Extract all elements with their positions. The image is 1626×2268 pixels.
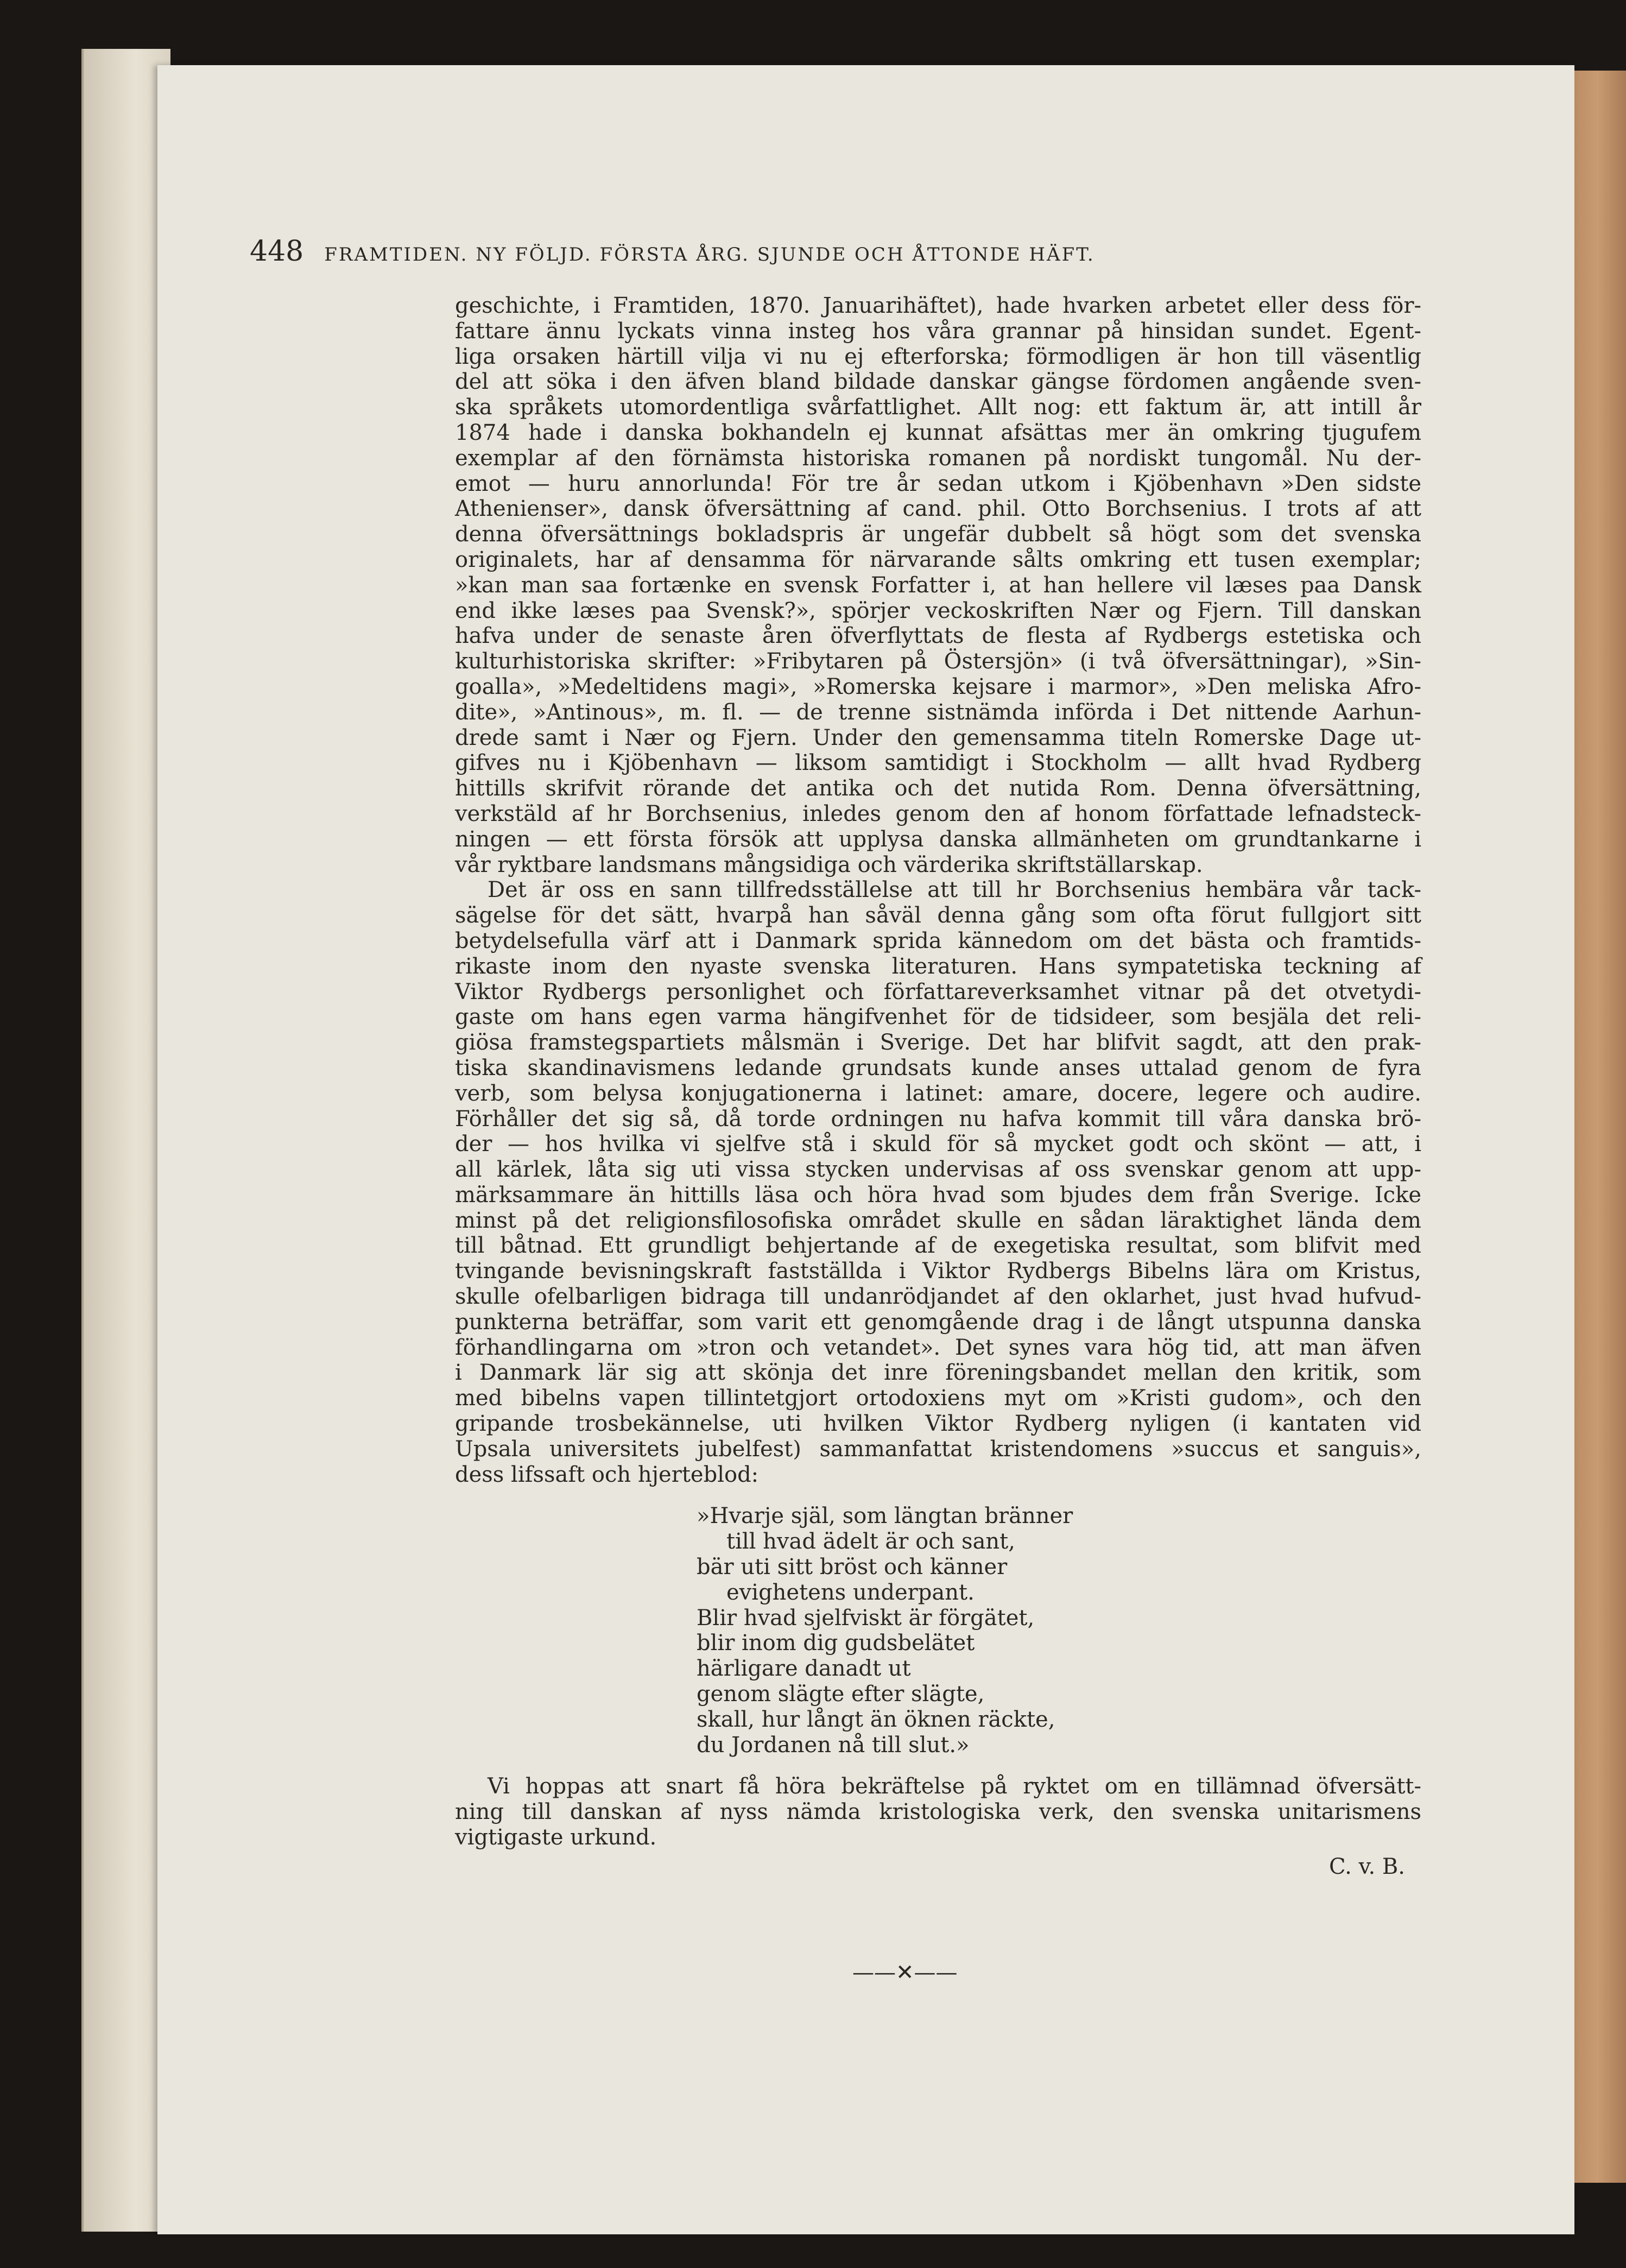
text-line: dess lifssaft och hjerteblod: bbox=[455, 1462, 759, 1487]
page-header bbox=[250, 235, 1336, 268]
text-line: del att söka i den äfven bland bildade danskar gängse fördomen angående sven- bbox=[455, 369, 1421, 395]
text-line: goalla», »Medeltidens magi», »Romerska kejsare i marmor», »Den meliska Afro- bbox=[455, 674, 1421, 699]
poem-line: till hvad ädelt är och sant, bbox=[726, 1529, 1015, 1555]
text-line: originalets, har af densamma för närvarande sålts omkring ett tusen exemplar; bbox=[455, 547, 1421, 572]
text-line: Förhåller det sig så, då torde ordningen nu hafva kommit till våra danska brö- bbox=[455, 1106, 1421, 1132]
text-line: Athenienser», dansk öfversättning af cand. phil. Otto Borchsenius. I trots af att bbox=[455, 496, 1421, 522]
text-line: verb, som belysa konjugationerna i latinet: amare, docere, legere och audire. bbox=[455, 1081, 1421, 1106]
text-line: Upsala universitets jubelfest) sammanfattat kristendomens »succus et sanguis», bbox=[455, 1436, 1421, 1462]
poem-line: evighetens underpant. bbox=[726, 1580, 975, 1605]
text-line: fattare ännu lyckats vinna insteg hos våra grannar på hinsidan sundet. Egent- bbox=[455, 318, 1421, 344]
poem-line: härligare danadt ut bbox=[697, 1656, 911, 1682]
text-line: ska språkets utomordentliga svårfattlighet. Allt nog: ett faktum är, att intill år bbox=[455, 395, 1421, 420]
text-line: exemplar af den förnämsta historiska romanen på nordiskt tungomål. Nu der- bbox=[455, 445, 1421, 471]
text-line: märksammare än hittills läsa och höra hvad som bjudes dem från Sverige. Icke bbox=[455, 1182, 1421, 1208]
text-line: hittills skrifvit rörande det antika och det nutida Rom. Denna öfversättning, bbox=[455, 776, 1421, 801]
text-line: tiska skandinavismens ledande grundsats kunde anses uttalad genom de fyra bbox=[455, 1055, 1421, 1081]
text-line: all kärlek, låta sig uti vissa stycken undervisas af oss svenskar genom att upp- bbox=[455, 1157, 1421, 1183]
text-line: förhandlingarna om »tron och vetandet». Det synes vara hög tid, att man äfven bbox=[455, 1335, 1421, 1360]
text-line: rikaste inom den nyaste svenska literaturen. Hans sympatetiska teckning af bbox=[455, 953, 1421, 979]
text-line: vår ryktbare landsmans mångsidiga och värderika skriftställarskap. bbox=[455, 852, 1203, 877]
text-line: Vi hoppas att snart få höra bekräftelse på ryktet om en tillämnad öfversätt- bbox=[488, 1774, 1421, 1799]
text-block bbox=[455, 293, 1421, 1883]
text-line: denna öfversättnings bokladspris är ungefär dubbelt så högt som det svenska bbox=[455, 522, 1421, 547]
text-line: kulturhistoriska skrifter: »Fribytaren på Östersjön» (i två öfversättningar), »Sin- bbox=[455, 649, 1421, 674]
text-line: emot — huru annorlunda! För tre år sedan utkom i Kjöbenhavn »Den sidste bbox=[455, 471, 1421, 496]
text-line: gaste om hans egen varma hängifvenhet för de tidsideer, som besjäla det reli- bbox=[455, 1005, 1421, 1030]
text-line: liga orsaken härtill vilja vi nu ej efterforska; förmodligen är hon till väsentlig bbox=[455, 344, 1421, 369]
text-line: minst på det religionsfilosofiska området skulle en sådan läraktighet lända dem bbox=[455, 1208, 1421, 1233]
text-line: i Danmark lär sig att skönja det inre föreningsbandet mellan den kritik, som bbox=[455, 1360, 1421, 1386]
text-line: verkstäld af hr Borchsenius, inledes genom den af honom författade lefnadsteck- bbox=[455, 801, 1421, 826]
poem-line: »Hvarje själ, som längtan bränner bbox=[697, 1503, 1073, 1529]
text-line: ning till danskan af nyss nämda kristologiska verk, den svenska unitarismens bbox=[455, 1799, 1421, 1825]
page-number: 448 bbox=[250, 235, 304, 268]
text-line: 1874 hade i danska bokhandeln ej kunnat afsättas mer än omkring tjugufem bbox=[455, 420, 1421, 445]
paragraph-3 bbox=[455, 1774, 1421, 1850]
poem-line: Blir hvad sjelfviskt är förgätet, bbox=[697, 1605, 1035, 1631]
page-edge-right bbox=[1569, 71, 1626, 2183]
text-line: der — hos hvilka vi sjelfve stå i skuld för så mycket godt och skönt — att, i bbox=[455, 1132, 1421, 1157]
poem-line: du Jordanen nå till slut.» bbox=[697, 1732, 970, 1758]
poem-line: bär uti sitt bröst och känner bbox=[697, 1555, 1008, 1580]
spacer bbox=[455, 1758, 1421, 1774]
poem-line: skall, hur långt än öknen räckte, bbox=[697, 1707, 1055, 1732]
running-title: FRAMTIDEN. NY FÖLJD. FÖRSTA ÅRG. SJUNDE OCH ÅTTONDE HÄFT. bbox=[324, 244, 1095, 266]
signature: C. v. B. bbox=[1329, 1854, 1405, 1879]
text-line: med bibelns vapen tillintetgjort ortodoxiens myt om »Kristi gudom», och den bbox=[455, 1386, 1421, 1411]
text-line: hafva under de senaste åren öfverflyttats de flesta af Rydbergs estetiska och bbox=[455, 623, 1421, 649]
text-line: gifves nu i Kjöbenhavn — liksom samtidigt i Stockholm — allt hvad Rydberg bbox=[455, 750, 1421, 776]
spacer bbox=[455, 1487, 1421, 1503]
paragraph-2 bbox=[455, 877, 1421, 1487]
text-line: giösa framstegspartiets målsmän i Sverige. Det har blifvit sagdt, att den prak- bbox=[455, 1030, 1421, 1056]
text-line: end ikke læses paa Svensk?», spörjer veckoskriften Nær og Fjern. Till danskan bbox=[455, 598, 1421, 623]
paragraph-1 bbox=[455, 293, 1421, 877]
end-ornament: ——✕—— bbox=[852, 1960, 958, 1985]
text-line: betydelsefulla värf att i Danmark sprida kännedom om det bästa och framtids- bbox=[455, 928, 1421, 953]
text-line: »kan man saa fortænke en svensk Forfatter i, at han hellere vil læses paa Dansk bbox=[455, 572, 1421, 598]
text-line: ningen — ett första försök att upplysa danska allmänheten om grundtankarne i bbox=[455, 826, 1421, 852]
text-line: dite», »Antinous», m. fl. — de trenne sistnämda införda i Det nittende Aarhun- bbox=[455, 699, 1421, 725]
text-line: skulle ofelbarligen bidraga till undanrödjandet af den oklarhet, just hvad hufvud- bbox=[455, 1284, 1421, 1310]
text-line: drede samt i Nær og Fjern. Under den gemensamma titeln Romerske Dage ut- bbox=[455, 725, 1421, 750]
poem-line: blir inom dig gudsbelätet bbox=[697, 1631, 975, 1656]
text-line: gripande trosbekännelse, uti hvilken Viktor Rydberg nyligen (i kantaten vid bbox=[455, 1411, 1421, 1437]
text-line: Viktor Rydbergs personlighet och författareverksamhet vitnar på det otvetydi- bbox=[455, 979, 1421, 1005]
text-line: sägelse för det sätt, hvarpå han såväl denna gång som ofta förut fullgjort sitt bbox=[455, 903, 1421, 928]
text-line: punkterna beträffar, som varit ett genomgående drag i de långt utspunna danska bbox=[455, 1309, 1421, 1335]
text-line: tvingande bevisningskraft fastställda i Viktor Rydbergs Bibelns lära om Kristus, bbox=[455, 1259, 1421, 1284]
text-line: geschichte, i Framtiden, 1870. Januarihäftet), hade hvarken arbetet eller dess för- bbox=[455, 293, 1421, 318]
poem-line: genom slägte efter slägte, bbox=[697, 1682, 985, 1707]
poem-stanza bbox=[697, 1503, 1421, 1758]
text-line: till båtnad. Ett grundligt behjertande af de exegetiska resultat, som blifvit med bbox=[455, 1233, 1421, 1259]
text-line: Det är oss en sann tillfredsställelse att till hr Borchsenius hembära vår tack- bbox=[488, 877, 1421, 903]
text-line: vigtigaste urkund. bbox=[455, 1825, 657, 1850]
